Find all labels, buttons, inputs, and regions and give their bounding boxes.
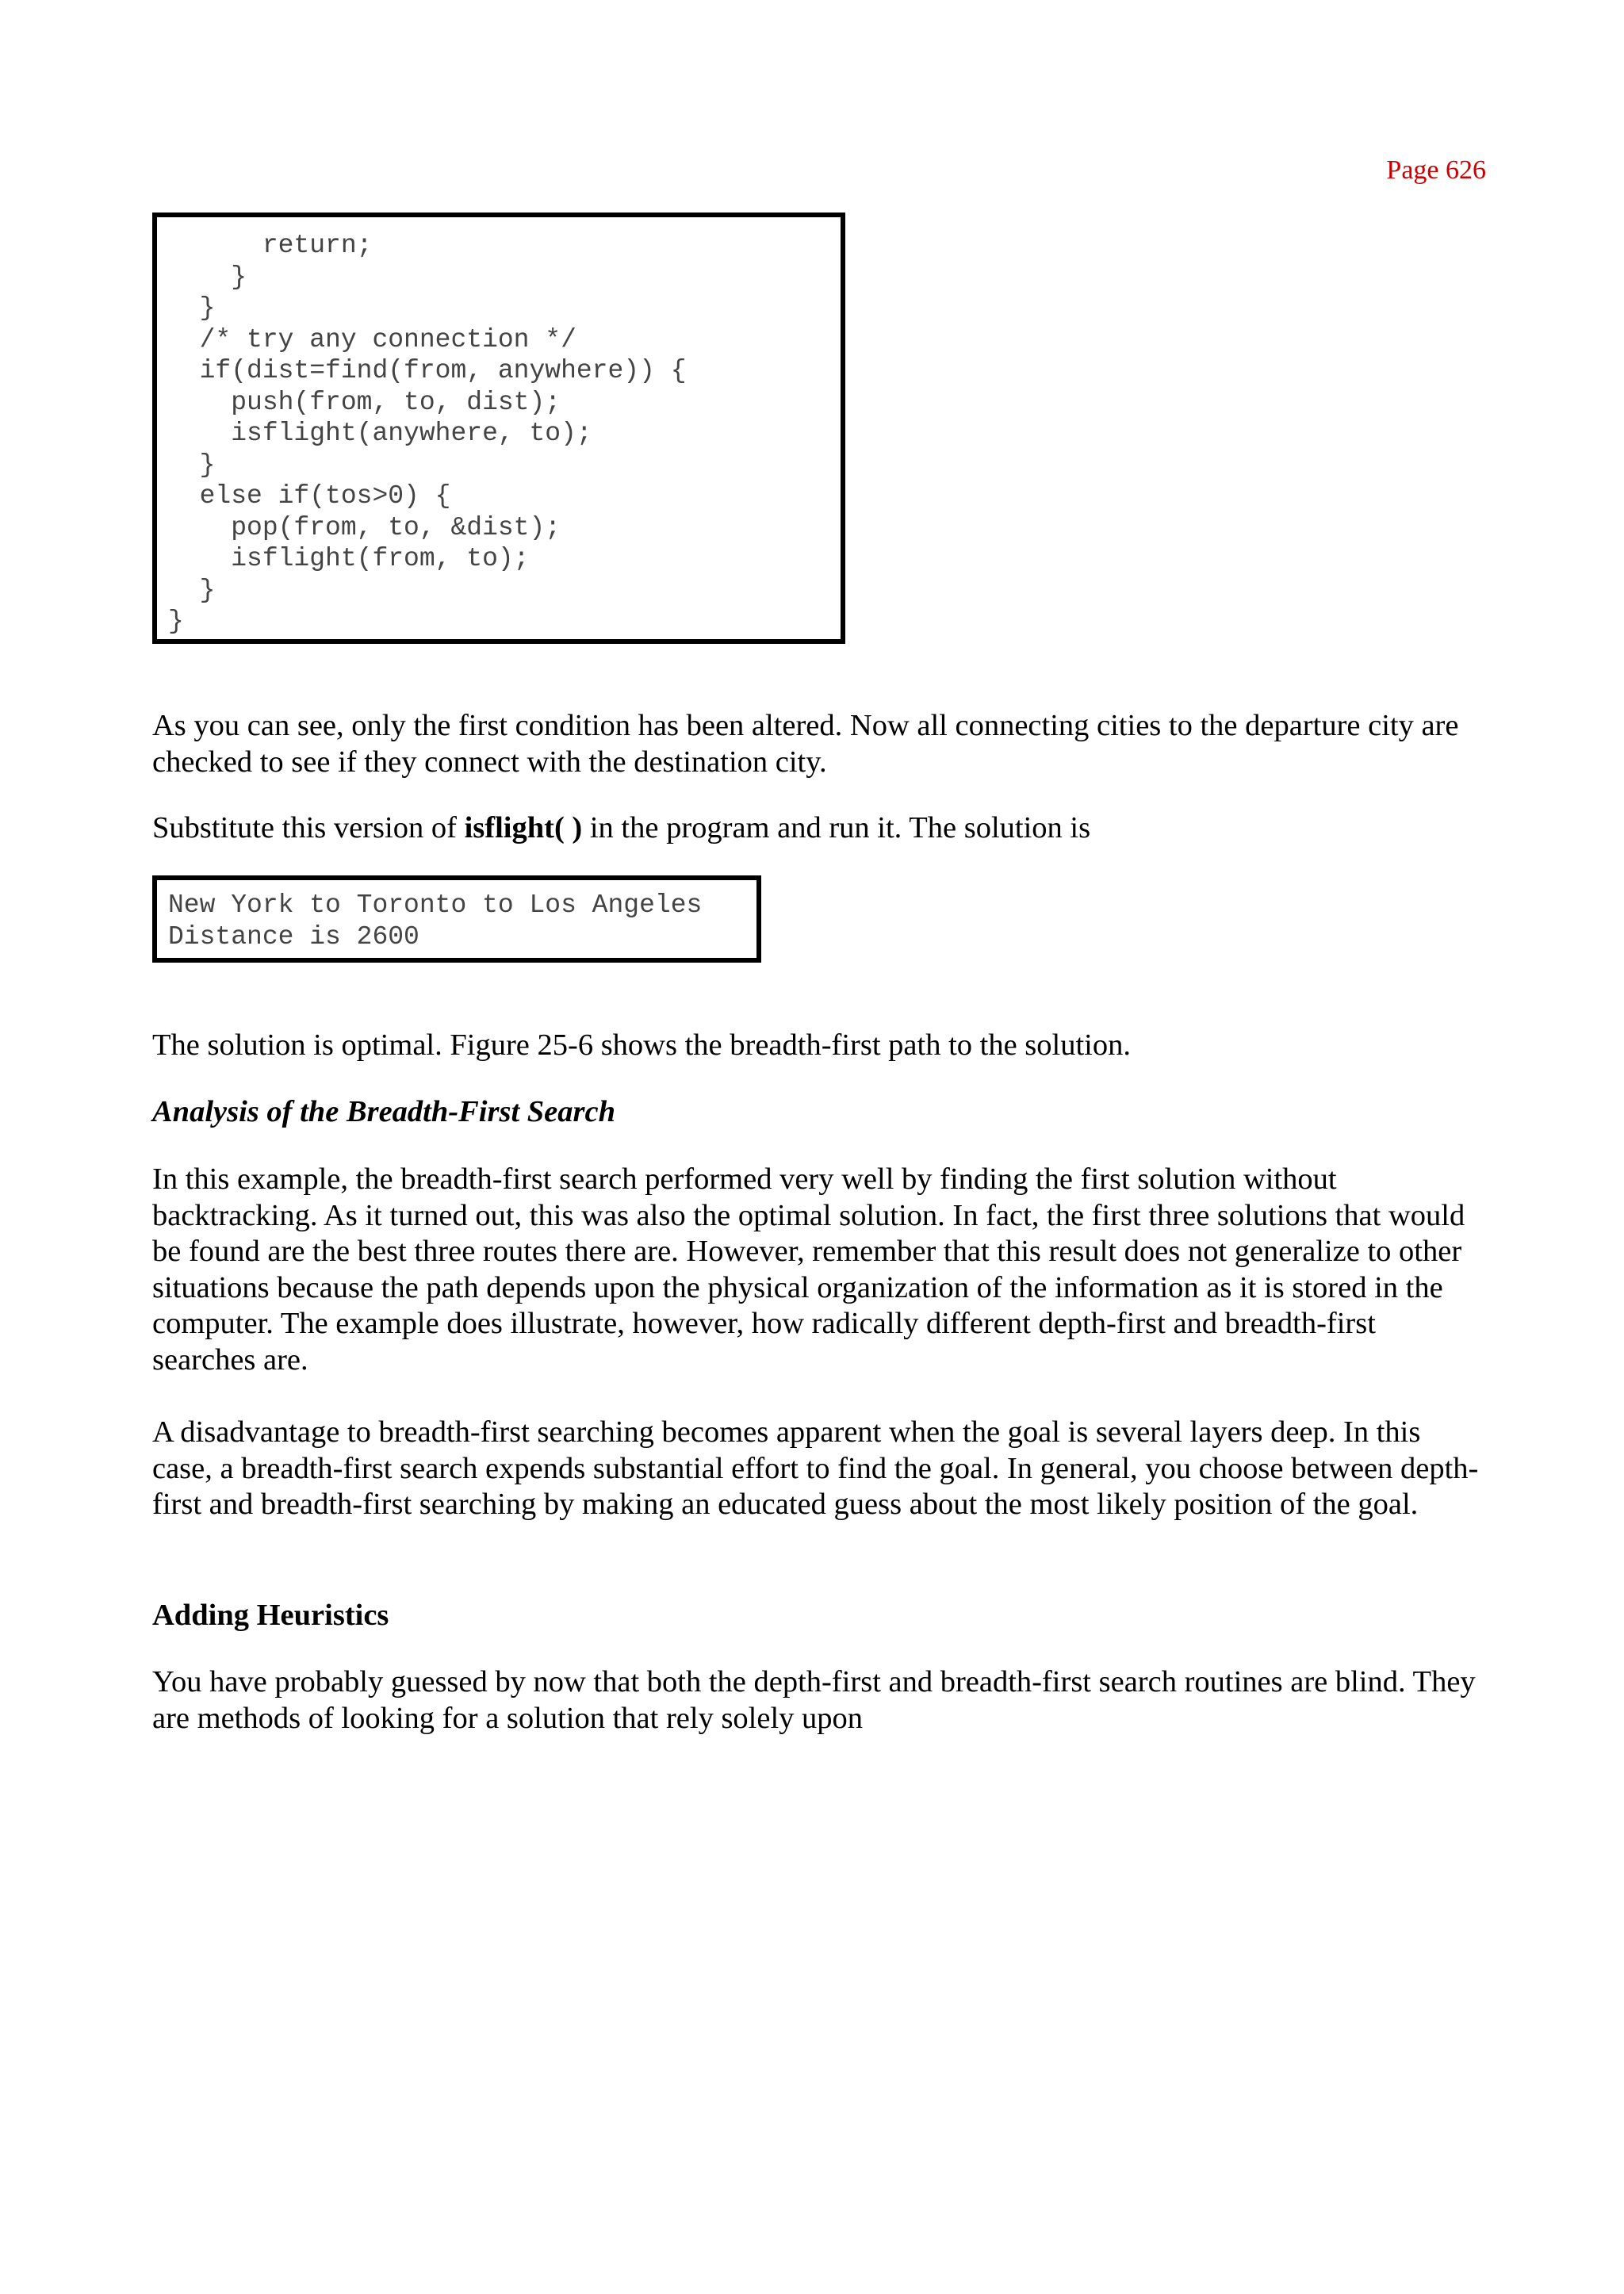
code-text: return; } } /* try any connection */ if(dist=find(from, anywhere)) { push(from, to, dist); isflight(anywhere, to); } else if(tos>0) { pop(from, to, &dist); isflight(from, to); } } [168, 231, 687, 636]
paragraph-substitute [152, 810, 1484, 847]
paragraph-substitute-after: in the program and run it. The solution is [582, 811, 1091, 844]
code-output-text: New York to Toronto to Los Angeles Distance is 2600 [168, 890, 703, 952]
heading-analysis-breadth-first: Analysis of the Breadth-First Search [152, 1095, 616, 1128]
code-block-solution-output [152, 875, 761, 963]
paragraph-disadvantage: A disadvantage to breadth-first searching becomes apparent when the goal is several layers deep. In this case, a breadth-first search expends substantial effort to find the goal. In general, you choose between depth-first and breadth-first searching by making an educated guess about the most likely position of the goal. [152, 1415, 1479, 1521]
heading-adding-heuristics: Adding Heuristics [152, 1599, 389, 1632]
code-block-isflight [152, 213, 845, 644]
paragraph-solution-optimal: The solution is optimal. Figure 25-6 shows the breadth-first path to the solution. [152, 1028, 1131, 1062]
paragraph-analysis: In this example, the breadth-first search performed very well by finding the first solution without backtracking. As it turned out, this was also the optimal solution. In fact, the first three solutions that would be found are the best three routes there are. However, remember that this result does not generalize to other situations because the path depends upon the physical organization of the information as it is stored in the computer. The example does illustrate, however, how radically different depth-first and breadth-first searches are. [152, 1162, 1465, 1377]
function-name-isflight: isflight( ) [464, 811, 583, 844]
paragraph-heuristics-intro: You have probably guessed by now that both the depth-first and breadth-first search routines are blind. They are methods of looking for a solution that rely solely upon [152, 1665, 1476, 1735]
paragraph-condition-altered: As you can see, only the first condition has been altered. Now all connecting cities to the departure city are checked to see if they connect with the destination city. [152, 709, 1459, 779]
paragraph-substitute-before: Substitute this version of [152, 811, 465, 844]
page-number: Page 626 [1386, 155, 1486, 185]
